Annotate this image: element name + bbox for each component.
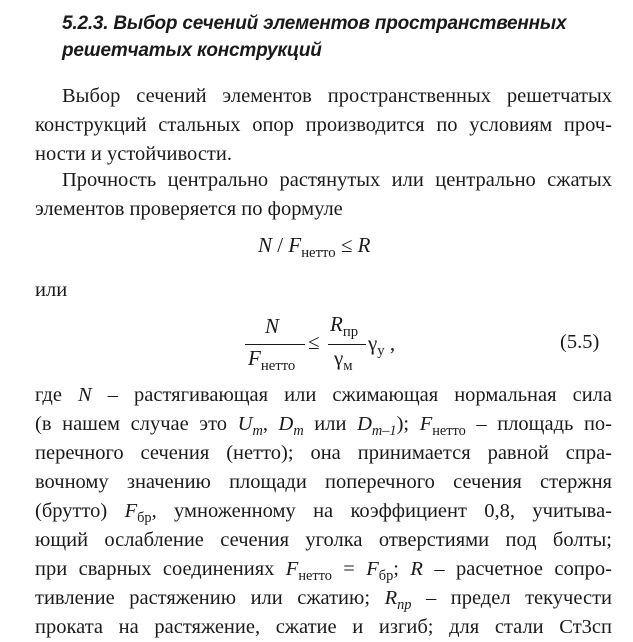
formula1-R: R bbox=[357, 233, 371, 257]
paragraph-1-line-3: ности и устойчивости. bbox=[35, 143, 232, 165]
p3-l7-a: при сварных соединениях bbox=[35, 558, 286, 580]
p3-l7-F: F bbox=[285, 558, 299, 580]
p3-l2-F: F bbox=[419, 413, 433, 435]
formula2-denominator bbox=[248, 346, 296, 375]
formula2-comma: , bbox=[389, 331, 396, 355]
formula2-den-F: F bbox=[248, 346, 261, 370]
formula1-leq: ≤ bbox=[340, 233, 353, 257]
p3-l5-F-sub: бр bbox=[137, 510, 152, 527]
p3-l2-D: D bbox=[278, 413, 294, 435]
paragraph-3-line-7 bbox=[35, 555, 612, 584]
formula1-F: F bbox=[288, 233, 302, 257]
formula-strength-simple bbox=[258, 233, 371, 262]
p3-l1-b: – растягивающая или сжимающая нормальная сила bbox=[91, 384, 612, 406]
p3-l7-eq: = bbox=[331, 558, 367, 580]
p3-l7-F-sub: нетто bbox=[298, 568, 332, 585]
p3-l1-a: где bbox=[35, 384, 78, 406]
paragraph-3-line-8 bbox=[35, 584, 612, 613]
p3-l7-sep: ; bbox=[393, 558, 411, 580]
paragraph-2-line-2: элементов проверяется по формуле bbox=[35, 198, 343, 220]
p3-l8-R-sub: пр bbox=[397, 597, 412, 614]
formula2-numerator-N: N bbox=[265, 314, 280, 338]
formula2-gamma-m: γ bbox=[334, 346, 344, 370]
paragraph-3-line-1 bbox=[35, 381, 612, 410]
p3-l2-or: или bbox=[303, 413, 358, 435]
paragraph-3-line-5 bbox=[35, 497, 612, 526]
p3-l2-D2: D bbox=[357, 413, 372, 435]
paragraph-3-line-6: ющий ослабление сечения уголка отверстиями под болты; bbox=[35, 529, 612, 551]
p3-l2-a: (в нашем случае это bbox=[35, 413, 238, 435]
section-heading-line-2: решетчатых конструкций bbox=[62, 40, 322, 61]
paragraph-2-line-1: Прочность центрально растянутых или центрально сжатых bbox=[62, 169, 612, 191]
formula2-denominator-gamma bbox=[334, 346, 353, 375]
p3-l2-D2-sub: m–1 bbox=[371, 423, 397, 440]
connector-text: или bbox=[35, 279, 68, 301]
p3-l5-b: , умноженному на коэффициент 0,8, учитыва- bbox=[151, 500, 612, 522]
formula2-R-subscript: пр bbox=[342, 324, 359, 341]
paragraph-3-line-2 bbox=[35, 410, 612, 439]
formula2-den-subscript: нетто bbox=[260, 358, 296, 375]
formula2-gamma: γ bbox=[368, 331, 378, 355]
p3-l8-R: R bbox=[384, 587, 398, 609]
p3-l7-F2-sub: бр bbox=[378, 568, 394, 585]
p3-l2-sep1: , bbox=[262, 413, 279, 435]
formula2-gamma-m-subscript: м bbox=[343, 358, 353, 375]
p3-l7-b: – расчетное сопро- bbox=[422, 558, 612, 580]
formula2-fraction-bar-right bbox=[328, 344, 366, 345]
section-heading-line-1: 5.2.3. Выбор сечений элементов пространственных bbox=[62, 13, 567, 34]
formula2-R: R bbox=[330, 312, 343, 336]
p3-l7-F2: F bbox=[366, 558, 379, 580]
p3-l5-a: (брутто) bbox=[35, 500, 125, 522]
paragraph-3-line-4: вочному значению площади поперечного сечения стержня bbox=[35, 471, 612, 493]
formula2-gamma-y bbox=[368, 331, 396, 360]
paragraph-1-line-2: конструкций стальных опор производится по условиям проч- bbox=[35, 114, 612, 136]
p3-l8-a: тивление растяжению или сжатию; bbox=[35, 587, 385, 609]
formula1-slash: / bbox=[277, 233, 284, 257]
p3-l1-N: N bbox=[77, 384, 92, 406]
p3-l2-U: U bbox=[237, 413, 253, 435]
formula2-gamma-subscript: у bbox=[377, 343, 385, 360]
p3-l2-close: ); bbox=[396, 413, 420, 435]
formula2-numerator-R bbox=[330, 312, 359, 341]
p3-l2-U-sub: m bbox=[252, 423, 263, 440]
section-heading bbox=[62, 10, 602, 64]
p3-l8-b: – предел текучести bbox=[411, 587, 613, 609]
paragraph-1-line-1: Выбор сечений элементов пространственных решетчатых bbox=[62, 85, 612, 107]
p3-l5-F: F bbox=[124, 500, 138, 522]
equation-number: (5.5) bbox=[560, 331, 600, 353]
p3-l2-F-sub: нетто bbox=[432, 423, 466, 440]
p3-l2-D-sub: m bbox=[293, 423, 304, 440]
formula1-F-subscript: нетто bbox=[301, 245, 336, 262]
formula2-leq: ≤ bbox=[308, 330, 320, 354]
formula2-fraction-bar-left bbox=[245, 344, 305, 345]
paragraph-3-line-3: перечного сечения (нетто); она принимается равной спра- bbox=[35, 442, 612, 464]
paragraph-3-line-9: проката на растяжение, сжатие и изгиб; для стали Ст3сп bbox=[35, 616, 612, 638]
p3-l7-R: R bbox=[410, 558, 423, 580]
p3-l2-b: – площадь по- bbox=[465, 413, 612, 435]
formula1-N: N bbox=[258, 233, 273, 257]
